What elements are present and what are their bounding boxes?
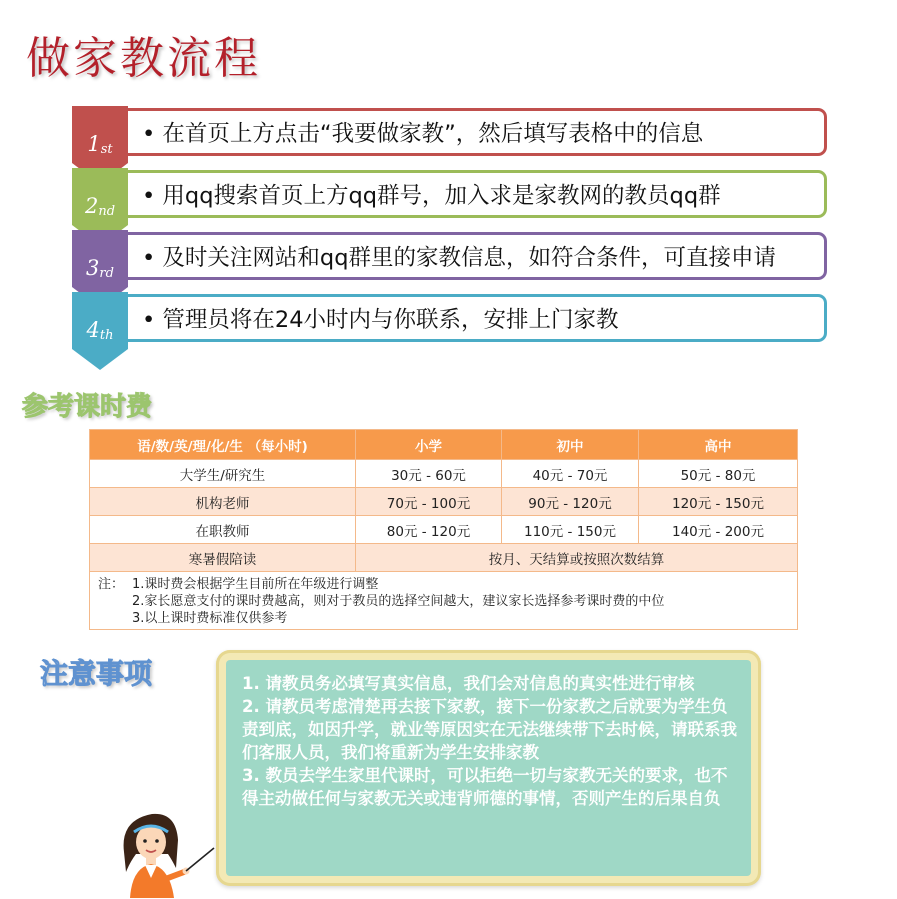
step-2-text: • 用qq搜索首页上方qq群号，加入求是家教网的教员qq群 bbox=[142, 183, 721, 209]
step-1-text: • 在首页上方点击“我要做家教”，然后填写表格中的信息 bbox=[142, 121, 704, 147]
notes-row bbox=[90, 572, 798, 630]
notice-board-surface bbox=[226, 660, 751, 876]
step-1 bbox=[72, 108, 827, 163]
step-3 bbox=[72, 232, 827, 287]
note-line-3: 3.以上课时费标准仅供参考 bbox=[132, 611, 288, 626]
step-1-box bbox=[128, 108, 827, 156]
notice-title: 注意事项 bbox=[40, 657, 153, 690]
table-row bbox=[90, 516, 798, 544]
note-line-1: 1.课时费会根据学生目前所在年级进行调整 bbox=[132, 577, 379, 592]
table-cell: 大学生/研究生 bbox=[90, 460, 356, 488]
step-3-number: $3_{rd}$ bbox=[86, 256, 114, 281]
table-cell: 70元 - 100元 bbox=[356, 488, 502, 516]
table-cell: 在职教师 bbox=[90, 516, 356, 544]
table-cell: 140元 - 200元 bbox=[639, 516, 798, 544]
table-cell: 50元 - 80元 bbox=[639, 460, 798, 488]
step-4-text: • 管理员将在24小时内与你联系，安排上门家教 bbox=[142, 307, 619, 333]
page-title: 做家教流程 bbox=[26, 33, 261, 84]
fees-header-primary: 小学 bbox=[356, 430, 502, 460]
fees-header-middle: 初中 bbox=[502, 430, 639, 460]
notice-item-3: 3. 教员去学生家里代课时，可以拒绝一切与家教无关的要求，也不得主动做任何与家教无关或违背师德的事情，否则产生的后果自负 bbox=[242, 766, 728, 808]
step-4-number: $4_{th}$ bbox=[86, 318, 114, 343]
notice-item-2: 2. 请教员考虑清楚再去接下家教，接下一份家教之后就要为学生负责到底，如因升学，就业等原因实在无法继续带下去时候，请联系我们客服人员，我们将重新为学生安排家教 bbox=[242, 697, 737, 762]
table-cell: 40元 - 70元 bbox=[502, 460, 639, 488]
step-2-number: $2_{nd}$ bbox=[84, 194, 116, 219]
step-4 bbox=[72, 294, 827, 349]
teacher-illustration bbox=[118, 808, 218, 898]
step-4-box bbox=[128, 294, 827, 342]
step-2-box bbox=[128, 170, 827, 218]
notes-prefix: 注： bbox=[98, 577, 125, 592]
table-row bbox=[90, 488, 798, 516]
table-cell: 120元 - 150元 bbox=[639, 488, 798, 516]
table-row bbox=[90, 460, 798, 488]
note-line-2: 2.家长愿意支付的课时费越高，则对于教员的选择空间越大，建议家长选择参考课时费的中位 bbox=[132, 594, 665, 609]
table-cell: 30元 - 60元 bbox=[356, 460, 502, 488]
table-cell: 80元 - 120元 bbox=[356, 516, 502, 544]
table-cell: 机构老师 bbox=[90, 488, 356, 516]
fees-table bbox=[89, 429, 798, 630]
fees-header-row bbox=[90, 430, 798, 460]
fees-header-subjects: 语/数/英/理/化/生 （每小时) bbox=[90, 430, 356, 460]
notice-item-1: 1. 请教员务必填写真实信息，我们会对信息的真实性进行审核 bbox=[242, 674, 695, 693]
step-1-number: $1_{st}$ bbox=[87, 132, 113, 157]
holiday-row bbox=[90, 544, 798, 572]
notice-board bbox=[216, 650, 761, 886]
holiday-label: 寒暑假陪读 bbox=[90, 544, 356, 572]
table-cell: 110元 - 150元 bbox=[502, 516, 639, 544]
fee-notes bbox=[90, 572, 798, 630]
step-3-text: • 及时关注网站和qq群里的家教信息，如符合条件，可直接申请 bbox=[142, 245, 776, 271]
fees-header-high: 高中 bbox=[639, 430, 798, 460]
table-cell: 90元 - 120元 bbox=[502, 488, 639, 516]
step-2 bbox=[72, 170, 827, 225]
step-3-box bbox=[128, 232, 827, 280]
fees-title: 参考课时费 bbox=[22, 392, 153, 422]
holiday-value: 按月、天结算或按照次数结算 bbox=[356, 544, 798, 572]
